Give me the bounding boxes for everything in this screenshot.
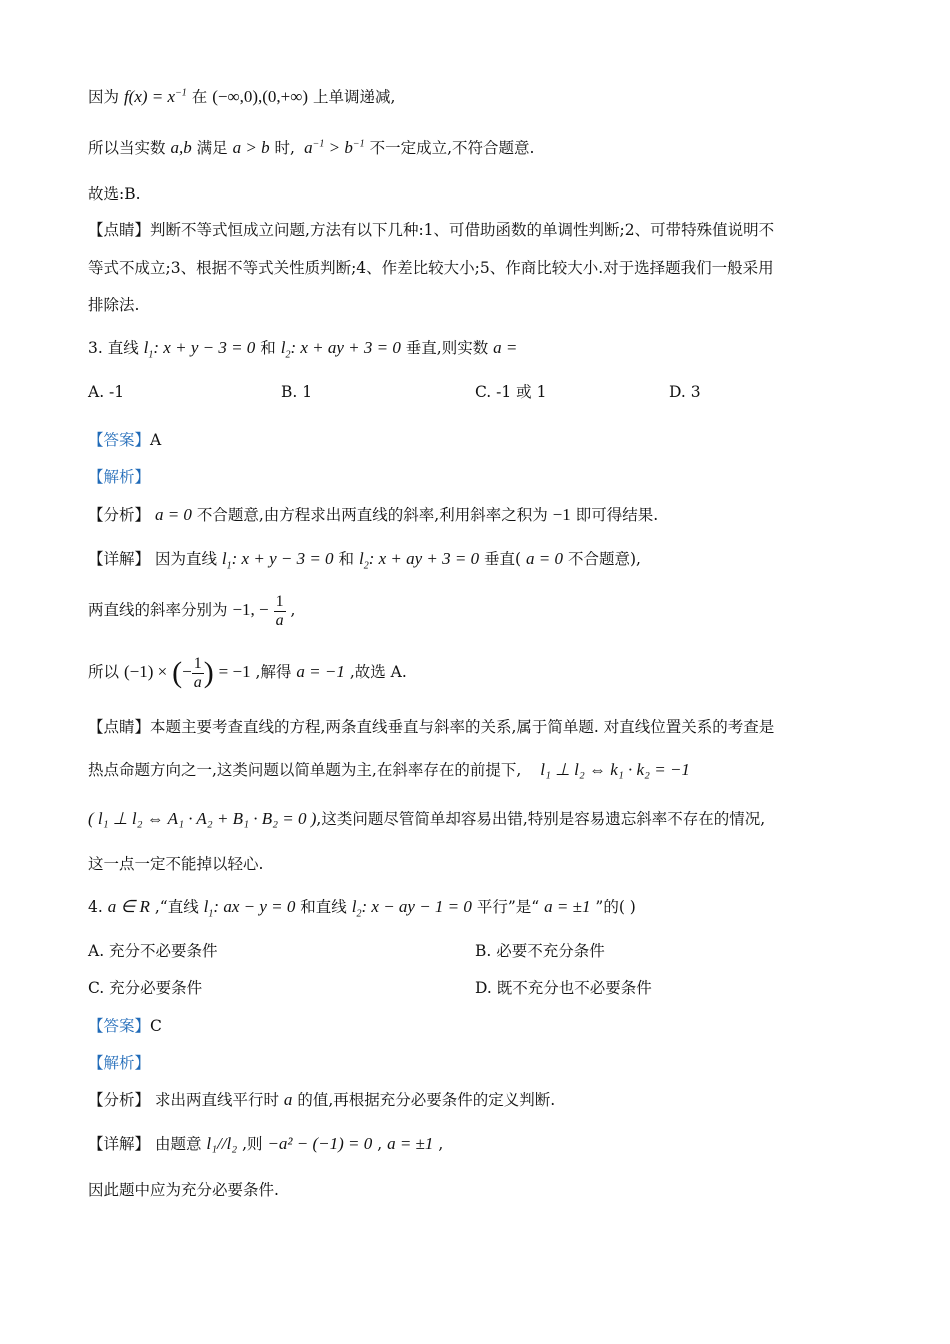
- text: 判断不等式恒成立问题,方法有以下几种:1、可借助函数的单调性判断;2、可带特殊值说明不: [150, 221, 775, 239]
- tip2-line-4: 这一点一定不能掉以轻心.: [88, 855, 264, 873]
- formula: ( l₁ ⊥ l₂ ⇔ A₁ · A₂ + B₁ · B₂ = 0 ): [88, 809, 317, 828]
- text: 垂直,则实数: [405, 339, 489, 357]
- text: 所以当实数: [88, 139, 166, 157]
- analysis-tag: 【解析】: [88, 468, 151, 486]
- tip-line-2: 等式不成立;3、根据不等式关性质判断;4、作差比较大小;5、作商比较大小.对于选择题我们一般采用: [88, 259, 774, 277]
- analysis-4: [88, 1052, 150, 1074]
- text: 不一定成立,不符合题意.: [369, 139, 535, 157]
- xiangjie-tag: 【详解】: [88, 550, 151, 568]
- option-a: A. -1: [88, 383, 125, 401]
- reciprocal-inequality: $a^{-1} > b^{-1}$: [304, 138, 365, 157]
- tip2-line-1: [88, 716, 774, 738]
- answer-4: [88, 1015, 162, 1037]
- answer-tag: 【答案】: [88, 431, 151, 449]
- analysis-tag: 【解析】: [88, 1054, 151, 1072]
- question-3-stem: [88, 337, 517, 359]
- text: ,: [377, 1135, 383, 1153]
- text: 和: [260, 339, 276, 357]
- option-d: D. 3: [669, 383, 701, 401]
- var-ab: a,b: [170, 138, 192, 157]
- condition: a = ±1: [544, 897, 591, 916]
- tip2-line-3: [88, 808, 765, 830]
- line-l1: $l_1$: ax − y = 0: [203, 897, 296, 920]
- fraction: $\frac{1}{a}$: [275, 592, 284, 629]
- text: ,: [438, 1135, 444, 1153]
- answer-tag: 【答案】: [88, 1017, 151, 1035]
- inequality: a > b: [232, 138, 270, 157]
- solution: a = −1: [296, 662, 345, 681]
- text: 热点命题方向之一,这类问题以简单题为主,在斜率存在的前提下,: [88, 761, 522, 779]
- text: 上单调递减,: [312, 88, 396, 106]
- question-number: 4.: [88, 898, 103, 916]
- text: ,“直线: [154, 898, 199, 916]
- text: 即可得结果.: [575, 506, 659, 524]
- tip-tag: 【点睛】: [88, 221, 151, 239]
- parallel: l₁//l₂: [206, 1134, 238, 1153]
- option-d: D. 既不充分也不必要条件: [475, 979, 652, 997]
- fraction: $\frac{1}{a}$: [193, 654, 202, 691]
- function-expression: $f(x) = x^{-1}$: [123, 87, 187, 106]
- text: 不合题意),: [567, 550, 641, 568]
- line-l1: $l_1$: x + y − 3 = 0: [221, 549, 334, 572]
- xiangjie-3: [88, 548, 641, 570]
- variable: a =: [493, 338, 518, 357]
- choice-line: 故选:B.: [88, 185, 141, 203]
- variable: a: [283, 1090, 293, 1109]
- conclusion-statement: [88, 137, 534, 159]
- line-l2: $l_2$: x − ay − 1 = 0: [351, 897, 472, 920]
- condition: a = 0: [526, 549, 564, 568]
- fenxi-tag: 【分析】: [88, 506, 151, 524]
- text: 满足: [196, 139, 228, 157]
- line-l2: $l_2$: x + ay + 3 = 0: [280, 338, 401, 361]
- analysis-3: [88, 466, 150, 488]
- text: ”的( ): [595, 898, 636, 916]
- conclusion-4: 因此题中应为充分必要条件.: [88, 1181, 279, 1199]
- calculation-line: 所以 (−1) × (− $\frac{1}{a}$ ) = −1 ,解得 a = −1 ,故选 A.: [88, 654, 407, 691]
- text: 两直线的斜率分别为: [88, 601, 228, 619]
- option-c: C. 充分必要条件: [88, 979, 203, 997]
- value: −1: [552, 505, 571, 524]
- option-a: A. 充分不必要条件: [88, 942, 218, 960]
- text: 平行”是“: [476, 898, 540, 916]
- tip-tag: 【点睛】: [88, 718, 151, 736]
- text: 垂直(: [484, 550, 522, 568]
- text: 由题意: [154, 1135, 202, 1153]
- question-4-stem: [88, 896, 636, 918]
- answer-value: A: [150, 431, 162, 449]
- text: ,则: [242, 1135, 263, 1153]
- text: 所以: [88, 663, 120, 681]
- text: ,这类问题尽管简单却容易出错,特别是容易遗忘斜率不存在的情况,: [316, 810, 766, 828]
- option-c: C. -1 或 1: [475, 383, 547, 401]
- text: 和: [338, 550, 355, 568]
- condition: a = 0: [154, 505, 192, 524]
- text: ,解得: [255, 663, 292, 681]
- fenxi-3: [88, 504, 658, 526]
- xiangjie-4: [88, 1133, 443, 1155]
- xiangjie-tag: 【详解】: [88, 1135, 151, 1153]
- option-b: B. 必要不充分条件: [475, 942, 605, 960]
- text: 和直线: [300, 898, 347, 916]
- text: 不合题意,由方程求出两直线的斜率,利用斜率之积为: [196, 506, 548, 524]
- text: ,故选 A.: [349, 663, 407, 681]
- expression: = −1: [218, 662, 251, 681]
- text: 因为直线: [154, 550, 217, 568]
- text: 求出两直线平行时: [154, 1091, 279, 1109]
- expression: (−1) ×: [123, 662, 168, 681]
- intervals: (−∞,0),(0,+∞): [212, 87, 309, 106]
- text: 本题主要考查直线的方程,两条直线垂直与斜率的关系,属于简单题. 对直线位置关系的考查是: [150, 718, 775, 736]
- solution: a = ±1: [387, 1134, 434, 1153]
- fenxi-4: [88, 1089, 555, 1111]
- text: 在: [191, 88, 208, 106]
- tip-line-1: [88, 219, 774, 241]
- tip-line-3: 排除法.: [88, 296, 140, 314]
- slope-values: −1, −: [232, 600, 269, 619]
- formula: l₁ ⊥ l₂ ⇔ k₁ · k₂ = −1: [540, 760, 690, 779]
- equation: −a² − (−1) = 0: [267, 1134, 373, 1153]
- monotonic-statement: [88, 86, 395, 108]
- answer-value: C: [150, 1017, 162, 1035]
- slopes-line: [88, 590, 295, 630]
- line-l1: $l_1$: x + y − 3 = 0: [143, 338, 256, 361]
- text: 因为: [88, 88, 120, 106]
- text: 3. 直线: [88, 339, 139, 357]
- text: 时,: [274, 139, 295, 157]
- text: ,: [290, 601, 296, 619]
- fenxi-tag: 【分析】: [88, 1091, 151, 1109]
- answer-3: [88, 429, 161, 451]
- tip2-line-2: [88, 759, 690, 781]
- domain: a ∈ R: [107, 897, 150, 916]
- option-b: B. 1: [281, 383, 313, 401]
- line-l2: $l_2$: x + ay + 3 = 0: [358, 549, 480, 572]
- text: 的值,再根据充分必要条件的定义判断.: [297, 1091, 556, 1109]
